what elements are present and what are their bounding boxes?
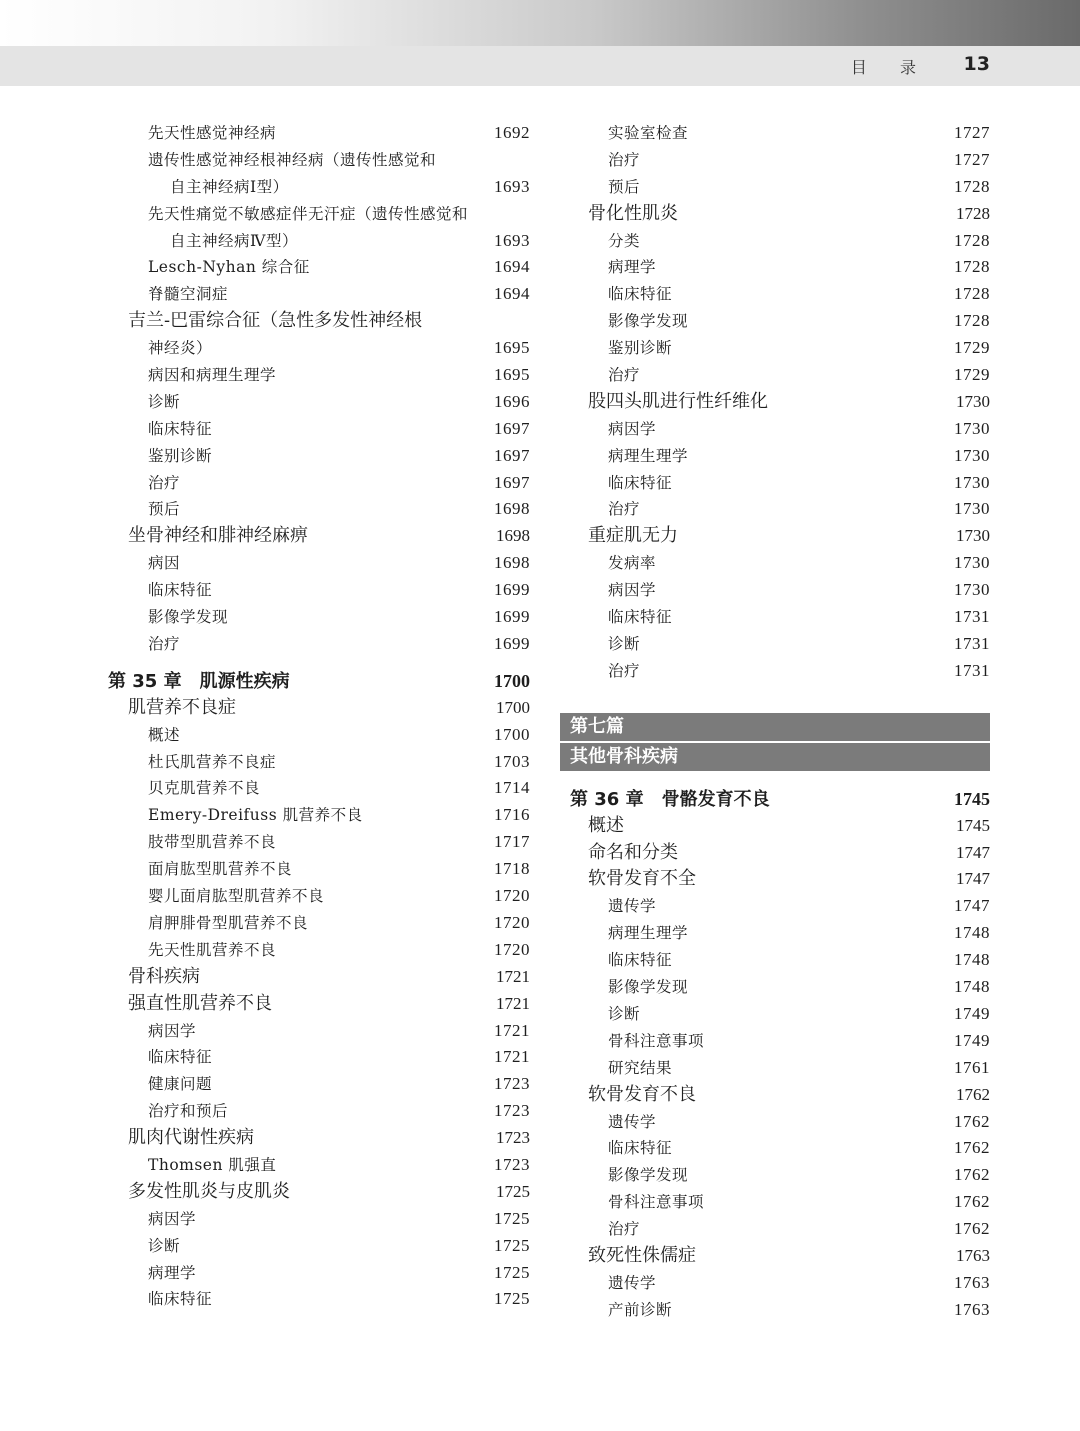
toc-entry[interactable] [108, 1071, 530, 1098]
toc-entry-page: 1729 [954, 338, 990, 358]
toc-entry-title: 骨科注意事项 [608, 1193, 705, 1212]
toc-entry-title: 先天性肌营养不良 [148, 940, 277, 959]
toc-entry[interactable] [108, 604, 530, 631]
toc-entry-title: 吉兰-巴雷综合征（急性多发性神经根 [128, 310, 423, 332]
toc-entry-title: 健康问题 [148, 1075, 213, 1094]
toc-entry[interactable] [560, 228, 990, 255]
toc-entry-title: 软骨发育不良 [588, 1083, 696, 1105]
toc-entry[interactable] [560, 577, 990, 604]
toc-entry-page: 1725 [496, 1181, 530, 1201]
toc-entry-page: 1725 [494, 1262, 530, 1282]
toc-entry-page: 1703 [494, 751, 530, 771]
toc-left-list-a [108, 120, 530, 658]
toc-entry[interactable] [108, 991, 530, 1018]
toc-entry-title: 实验室检查 [608, 124, 689, 142]
toc-entry-page: 1728 [954, 176, 990, 196]
toc-entry-page: 1728 [954, 257, 990, 277]
toc-entry[interactable] [108, 1233, 530, 1260]
toc-entry-page: 1747 [954, 896, 990, 916]
toc-entry-title: 预后 [608, 177, 641, 196]
toc-entry-page: 1696 [494, 391, 530, 411]
toc-entry-title: 遗传学 [608, 1112, 657, 1131]
toc-entry-page: 1762 [954, 1111, 990, 1131]
toc-entry-page: 1762 [954, 1219, 990, 1239]
toc-entry[interactable] [560, 335, 990, 362]
toc-entry-page: 1716 [494, 805, 530, 825]
toc-entry-title: 诊断 [148, 1236, 181, 1255]
toc-entry-title: 诊断 [608, 634, 641, 653]
toc-entry-page: 1730 [954, 472, 990, 492]
toc-entry[interactable] [560, 1189, 990, 1216]
toc-entry-page: 1748 [954, 923, 990, 943]
toc-entry-page: 1699 [494, 607, 530, 627]
toc-entry-title: Emery-Dreifuss 肌营养不良 [148, 806, 363, 825]
toc-entry-title: 自主神经病Ⅳ型） [170, 231, 298, 250]
toc-entry-title: 强直性肌营养不良 [128, 992, 272, 1014]
toc-entry-page: 1697 [494, 418, 530, 438]
toc-right-list-b [560, 813, 990, 1324]
toc-entry-title: 影像学发现 [608, 312, 689, 331]
toc-right-list-a [560, 120, 990, 685]
toc-entry[interactable] [560, 201, 990, 228]
toc-entry[interactable] [108, 802, 530, 829]
toc-entry-title: 贝克肌营养不良 [148, 779, 261, 798]
toc-entry-title: 病因 [148, 554, 181, 573]
top-gradient-band [0, 0, 1080, 46]
toc-entry[interactable] [560, 1082, 990, 1109]
toc-entry-page: 1725 [494, 1208, 530, 1228]
toc-entry-page: 1762 [954, 1192, 990, 1212]
toc-entry[interactable] [560, 389, 990, 416]
toc-entry-page: 1730 [954, 553, 990, 573]
toc-entry[interactable] [108, 550, 530, 577]
toc-entry[interactable] [560, 1243, 990, 1270]
toc-entry-title: 产前诊断 [608, 1300, 673, 1319]
page-number: 13 [963, 53, 990, 75]
toc-entry-page: 1731 [954, 660, 990, 680]
toc-entry[interactable] [108, 856, 530, 883]
toc-entry[interactable] [108, 722, 530, 749]
toc-entry[interactable] [108, 829, 530, 856]
toc-entry-title: 概述 [588, 814, 624, 836]
toc-entry[interactable] [560, 254, 990, 281]
toc-entry[interactable] [560, 281, 990, 308]
toc-entry-page: 1723 [494, 1101, 530, 1121]
toc-entry-title: 临床特征 [608, 473, 673, 492]
chapter-page: 1745 [954, 788, 990, 809]
toc-entry-page: 1762 [954, 1165, 990, 1185]
toc-entry-page: 1725 [494, 1235, 530, 1255]
toc-entry-page: 1721 [494, 1047, 530, 1067]
toc-entry-page: 1698 [496, 526, 530, 546]
toc-entry[interactable] [108, 775, 530, 802]
toc-entry[interactable] [560, 550, 990, 577]
toc-entry-page: 1693 [494, 176, 530, 196]
toc-entry-page: 1721 [496, 966, 530, 986]
toc-entry-page: 1728 [954, 230, 990, 250]
toc-entry[interactable] [560, 1001, 990, 1028]
toc-entry-page: 1714 [494, 778, 530, 798]
toc-entry-title: 影像学发现 [148, 608, 229, 627]
toc-entry-title: Lesch-Nyhan 综合征 [148, 258, 310, 277]
toc-entry-title: 临床特征 [148, 1290, 213, 1309]
toc-entry[interactable] [560, 1216, 990, 1243]
toc-entry-page: 1730 [954, 445, 990, 465]
toc-entry-title: 命名和分类 [588, 841, 678, 863]
toc-entry-title: 分类 [608, 231, 641, 250]
toc-entry-page: 1728 [956, 203, 990, 223]
chapter-36-heading[interactable] [560, 785, 990, 813]
toc-entry[interactable] [108, 964, 530, 991]
toc-entry-page: 1699 [494, 633, 530, 653]
toc-entry-page: 1749 [954, 1003, 990, 1023]
toc-entry-page: 1728 [954, 284, 990, 304]
toc-entry[interactable] [108, 308, 530, 335]
toc-entry[interactable] [108, 749, 530, 776]
toc-entry-title: 病因学 [148, 1021, 197, 1040]
toc-entry[interactable] [560, 893, 990, 920]
toc-entry[interactable] [560, 658, 990, 685]
toc-right-column [560, 120, 990, 1324]
toc-entry-page: 1731 [954, 607, 990, 627]
toc-entry[interactable] [108, 496, 530, 523]
toc-entry[interactable] [108, 523, 530, 550]
toc-entry-page: 1730 [954, 499, 990, 519]
toc-entry-title: 病因学 [608, 419, 657, 438]
toc-entry[interactable] [560, 604, 990, 631]
toc-entry[interactable] [560, 813, 990, 840]
toc-entry-title: 临床特征 [148, 1048, 213, 1067]
toc-entry[interactable] [560, 120, 990, 147]
toc-entry[interactable] [108, 362, 530, 389]
toc-entry[interactable] [108, 1206, 530, 1233]
toc-entry[interactable] [108, 228, 530, 255]
toc-entry[interactable] [108, 937, 530, 964]
toc-entry-title: 坐骨神经和腓神经麻痹 [128, 525, 308, 547]
toc-entry-page: 1745 [956, 815, 990, 835]
toc-entry[interactable] [560, 840, 990, 867]
toc-left-list-b [108, 695, 530, 1313]
toc-entry[interactable] [560, 470, 990, 497]
toc-entry-title: 骨化性肌炎 [588, 202, 678, 224]
toc-entry[interactable] [108, 389, 530, 416]
toc-left-column [108, 120, 530, 1313]
toc-entry-page: 1730 [954, 580, 990, 600]
toc-entry[interactable] [108, 631, 530, 658]
toc-entry[interactable] [108, 1179, 530, 1206]
toc-entry-page: 1720 [494, 939, 530, 959]
chapter-title: 第 35 章 肌源性疾病 [108, 670, 290, 692]
toc-entry[interactable] [560, 1162, 990, 1189]
toc-entry[interactable] [108, 1125, 530, 1152]
toc-entry-page: 1762 [956, 1084, 990, 1104]
toc-entry-title: 诊断 [148, 392, 181, 411]
toc-entry-page: 1749 [954, 1030, 990, 1050]
toc-entry-title: 鉴别诊断 [148, 446, 213, 465]
toc-entry-title: 自主神经病Ⅰ型） [170, 177, 289, 196]
toc-entry-page: 1700 [496, 697, 530, 717]
toc-entry-page: 1747 [956, 842, 990, 862]
toc-entry[interactable] [108, 120, 530, 147]
toc-entry-page: 1698 [494, 553, 530, 573]
toc-entry[interactable] [560, 523, 990, 550]
toc-entry[interactable] [108, 883, 530, 910]
toc-entry-title: 治疗 [608, 1220, 641, 1239]
toc-entry[interactable] [560, 1297, 990, 1324]
toc-entry[interactable] [560, 362, 990, 389]
toc-entry-title: 临床特征 [608, 608, 673, 627]
toc-entry-page: 1729 [954, 365, 990, 385]
toc-entry-title: 遗传性感觉神经根神经病（遗传性感觉和 [148, 150, 437, 169]
toc-entry-page: 1694 [494, 257, 530, 277]
toc-entry[interactable] [560, 1028, 990, 1055]
chapter-35-heading[interactable] [108, 667, 530, 695]
toc-entry-title: 病理生理学 [608, 924, 689, 943]
toc-entry-title: 杜氏肌营养不良症 [148, 752, 277, 771]
toc-entry[interactable] [108, 1152, 530, 1179]
toc-entry-title: 治疗 [608, 150, 641, 169]
toc-entry-title: 先天性痛觉不敏感症伴无汗症（遗传性感觉和 [148, 204, 469, 223]
toc-entry[interactable] [560, 147, 990, 174]
toc-entry[interactable] [560, 496, 990, 523]
toc-entry[interactable] [560, 443, 990, 470]
toc-entry-page: 1763 [954, 1299, 990, 1319]
header-label: 目 录 [850, 58, 930, 77]
toc-entry[interactable] [108, 416, 530, 443]
toc-entry[interactable] [560, 866, 990, 893]
toc-entry[interactable] [108, 1018, 530, 1045]
toc-entry[interactable] [560, 174, 990, 201]
toc-entry-page: 1697 [494, 445, 530, 465]
toc-entry-title: 肩胛腓骨型肌营养不良 [148, 913, 309, 932]
toc-entry-title: Thomsen 肌强直 [148, 1155, 277, 1174]
toc-entry-page: 1692 [494, 123, 530, 142]
part-title: 其他骨科疾病 [560, 743, 990, 771]
toc-entry-title: 治疗 [608, 366, 641, 385]
toc-entry-title: 肌营养不良症 [128, 696, 236, 718]
toc-entry-page: 1717 [494, 832, 530, 852]
toc-entry[interactable] [560, 308, 990, 335]
toc-entry-page: 1727 [954, 149, 990, 169]
toc-entry-title: 治疗和预后 [148, 1102, 229, 1121]
toc-entry[interactable] [108, 147, 530, 174]
part-seven-banner [560, 713, 990, 771]
toc-entry-title: 病理生理学 [608, 446, 689, 465]
toc-entry-title: 遗传学 [608, 897, 657, 916]
toc-entry-page: 1723 [496, 1128, 530, 1148]
toc-entry-title: 临床特征 [148, 419, 213, 438]
toc-entry-page: 1730 [954, 418, 990, 438]
toc-entry-title: 临床特征 [148, 581, 213, 600]
toc-entry-title: 治疗 [148, 473, 181, 492]
toc-entry-title: 股四头肌进行性纤维化 [588, 390, 768, 412]
toc-entry-page: 1763 [956, 1245, 990, 1265]
toc-entry-page: 1723 [494, 1074, 530, 1094]
toc-entry-page: 1699 [494, 580, 530, 600]
toc-entry-title: 概述 [148, 725, 181, 744]
toc-entry-title: 预后 [148, 500, 181, 519]
toc-entry-page: 1697 [494, 472, 530, 492]
toc-entry-title: 重症肌无力 [588, 525, 678, 547]
toc-entry[interactable] [108, 335, 530, 362]
toc-entry-title: 多发性肌炎与皮肌炎 [128, 1180, 290, 1202]
toc-entry[interactable] [560, 1109, 990, 1136]
toc-entry[interactable] [108, 1098, 530, 1125]
toc-entry[interactable] [108, 470, 530, 497]
part-number: 第七篇 [560, 713, 990, 741]
toc-entry[interactable] [108, 1286, 530, 1313]
toc-entry[interactable] [108, 254, 530, 281]
toc-entry[interactable] [108, 577, 530, 604]
toc-entry-page: 1693 [494, 230, 530, 250]
toc-entry[interactable] [560, 1135, 990, 1162]
toc-entry[interactable] [108, 695, 530, 722]
toc-entry[interactable] [108, 443, 530, 470]
chapter-title: 第 36 章 骨骼发育不良 [570, 788, 770, 810]
toc-entry-page: 1720 [494, 886, 530, 906]
toc-entry-page: 1694 [494, 284, 530, 304]
toc-entry-title: 临床特征 [608, 1139, 673, 1158]
toc-entry-title: 软骨发育不全 [588, 868, 696, 890]
toc-entry-title: 诊断 [608, 1004, 641, 1023]
toc-entry-title: 病因和病理生理学 [148, 366, 277, 385]
toc-entry[interactable] [108, 174, 530, 201]
toc-entry-page: 1723 [494, 1154, 530, 1174]
toc-entry[interactable] [560, 1055, 990, 1082]
toc-entry-title: 骨科注意事项 [608, 1031, 705, 1050]
chapter-page: 1700 [494, 670, 530, 691]
toc-entry-page: 1721 [494, 1020, 530, 1040]
toc-entry-title: 治疗 [608, 661, 641, 680]
toc-entry-title: 临床特征 [608, 951, 673, 970]
toc-entry-page: 1725 [494, 1289, 530, 1309]
toc-entry-page: 1763 [954, 1272, 990, 1292]
toc-entry-page: 1730 [956, 391, 990, 411]
toc-entry-title: 肢带型肌营养不良 [148, 833, 277, 852]
toc-entry-page: 1698 [494, 499, 530, 519]
toc-entry[interactable] [560, 920, 990, 947]
toc-entry-page: 1731 [954, 633, 990, 653]
toc-entry-page: 1720 [494, 912, 530, 932]
toc-entry-page: 1695 [494, 365, 530, 385]
toc-entry-title: 遗传学 [608, 1273, 657, 1292]
toc-entry-title: 影像学发现 [608, 978, 689, 997]
toc-entry-page: 1730 [956, 526, 990, 546]
toc-entry-title: 神经炎） [148, 339, 213, 358]
toc-entry-title: 治疗 [608, 500, 641, 519]
toc-entry-title: 病理学 [608, 258, 657, 277]
toc-entry-title: 病因学 [608, 581, 657, 600]
toc-entry[interactable] [560, 974, 990, 1001]
toc-entry-title: 先天性感觉神经病 [148, 124, 277, 142]
toc-entry-title: 脊髓空洞症 [148, 285, 229, 304]
toc-entry[interactable] [108, 281, 530, 308]
toc-entry-title: 病因学 [148, 1209, 197, 1228]
toc-entry-page: 1762 [954, 1138, 990, 1158]
toc-entry-title: 致死性侏儒症 [588, 1244, 696, 1266]
toc-entry[interactable] [108, 910, 530, 937]
toc-entry[interactable] [560, 947, 990, 974]
toc-entry[interactable] [560, 416, 990, 443]
toc-entry-page: 1747 [956, 869, 990, 889]
toc-entry-title: 治疗 [148, 634, 181, 653]
toc-entry[interactable] [108, 201, 530, 228]
toc-entry[interactable] [560, 1270, 990, 1297]
toc-entry-page: 1718 [494, 859, 530, 879]
toc-entry[interactable] [108, 1260, 530, 1287]
toc-entry-title: 面肩肱型肌营养不良 [148, 860, 293, 879]
toc-entry[interactable] [108, 1044, 530, 1071]
toc-entry-title: 影像学发现 [608, 1166, 689, 1185]
toc-entry-title: 骨科疾病 [128, 965, 200, 987]
toc-entry-title: 病理学 [148, 1263, 197, 1282]
toc-entry-title: 肌肉代谢性疾病 [128, 1127, 254, 1149]
toc-entry-title: 临床特征 [608, 285, 673, 304]
toc-entry-page: 1748 [954, 950, 990, 970]
toc-entry-title: 鉴别诊断 [608, 339, 673, 358]
toc-entry[interactable] [560, 631, 990, 658]
toc-entry-page: 1761 [954, 1057, 990, 1077]
toc-entry-title: 研究结果 [608, 1058, 673, 1077]
toc-entry-page: 1748 [954, 977, 990, 997]
toc-entry-page: 1700 [494, 724, 530, 744]
toc-entry-page: 1727 [954, 123, 990, 142]
toc-entry-title: 婴儿面肩肱型肌营养不良 [148, 887, 325, 906]
toc-entry-page: 1728 [954, 311, 990, 331]
toc-entry-page: 1721 [496, 993, 530, 1013]
toc-entry-title: 发病率 [608, 554, 657, 573]
toc-entry-page: 1695 [494, 338, 530, 358]
